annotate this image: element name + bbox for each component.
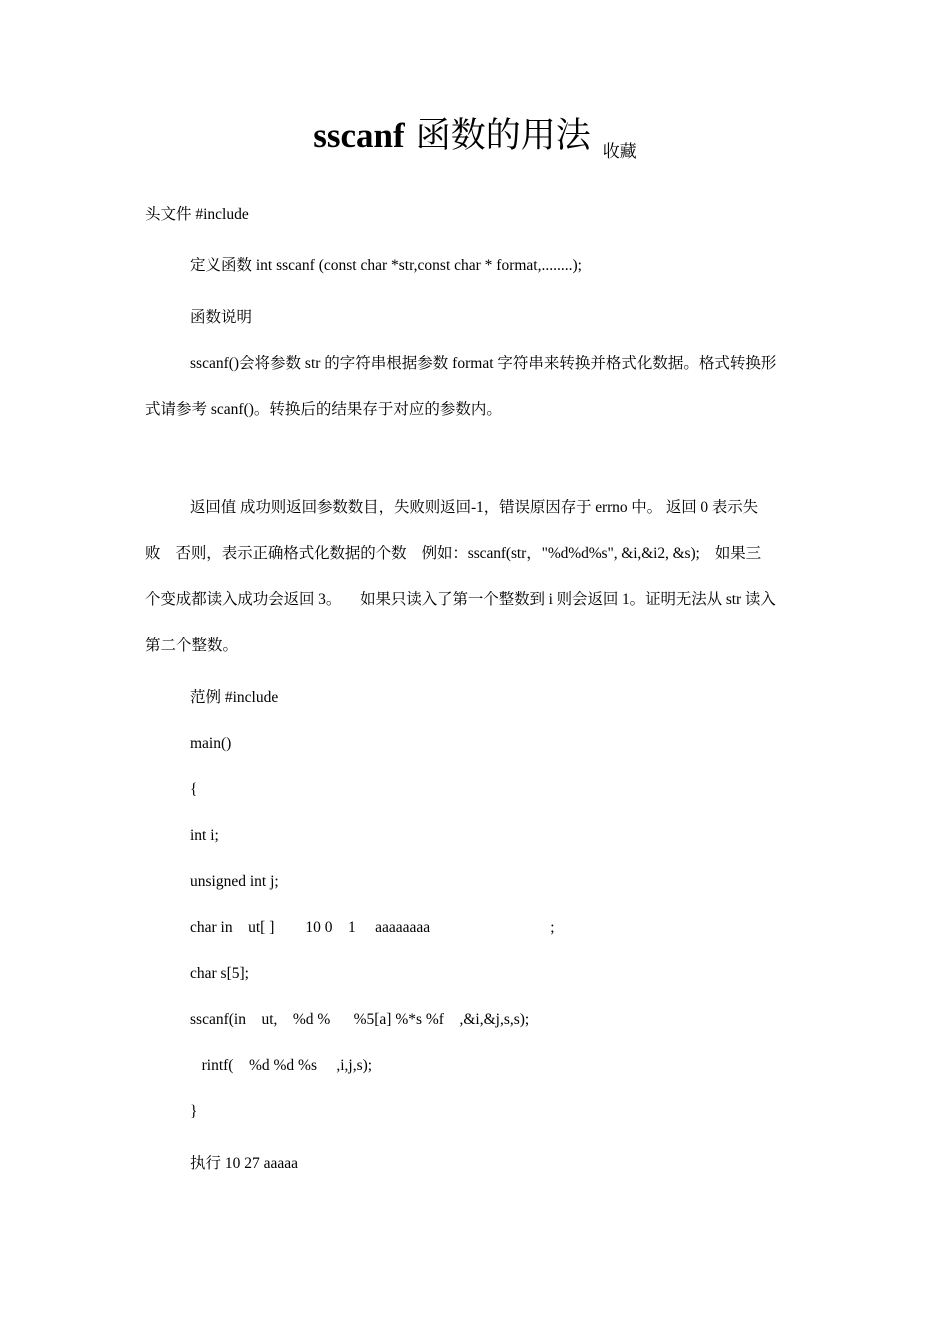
page-title-cjk: 函数的用法 bbox=[404, 116, 591, 156]
definition-line: 定义函数 int sscanf (const char *str,const char * format,........); bbox=[190, 257, 582, 274]
return-value-line-4: 第二个整数。 bbox=[145, 637, 239, 654]
header-include-line: 头文件 #include bbox=[145, 206, 249, 223]
description-line-1: sscanf()会将参数 str 的字符串根据参数 format 字符串来转换并格式化数据。格式转换形 bbox=[190, 355, 777, 372]
code-line: unsigned int j; bbox=[190, 873, 279, 890]
return-value-line-3: 个变成都读入成功会返回 3。 如果只读入了第一个整数到 i 则会返回 1。证明无法从 str 读入 bbox=[145, 591, 776, 608]
page-title-latin: sscanf bbox=[313, 116, 405, 155]
return-value-line-1: 返回值 成功则返回参数数目，失败则返回-1，错误原因存于 errno 中。 返回 0 表示失 bbox=[190, 499, 759, 516]
code-line: sscanf(in ut, %d % %5[a] %*s %f ,&i,&j,s,s); bbox=[190, 1011, 530, 1028]
page-title bbox=[313, 118, 591, 154]
code-line: { bbox=[190, 781, 198, 798]
example-label: 范例 #include bbox=[190, 689, 279, 706]
description-line-2: 式请参考 scanf()。转换后的结果存于对应的参数内。 bbox=[145, 401, 502, 418]
section-label: 函数说明 bbox=[190, 309, 253, 326]
code-line: char in ut[ ] 10 0 1 aaaaaaaa ; bbox=[190, 919, 555, 936]
execute-line: 执行 10 27 aaaaa bbox=[190, 1155, 299, 1172]
title-row bbox=[0, 118, 950, 162]
code-line: } bbox=[190, 1103, 198, 1120]
favorite-label: 收藏 bbox=[602, 142, 637, 161]
code-line: char s[5]; bbox=[190, 965, 249, 982]
code-line: int i; bbox=[190, 827, 219, 844]
return-value-line-2: 败 否则，表示正确格式化数据的个数 例如：sscanf(str，"%d%d%s", &i,&i2, &s); 如果三 bbox=[145, 545, 762, 562]
code-line: rintf( %d %d %s ,i,j,s); bbox=[190, 1057, 373, 1074]
code-line: main() bbox=[190, 735, 232, 752]
